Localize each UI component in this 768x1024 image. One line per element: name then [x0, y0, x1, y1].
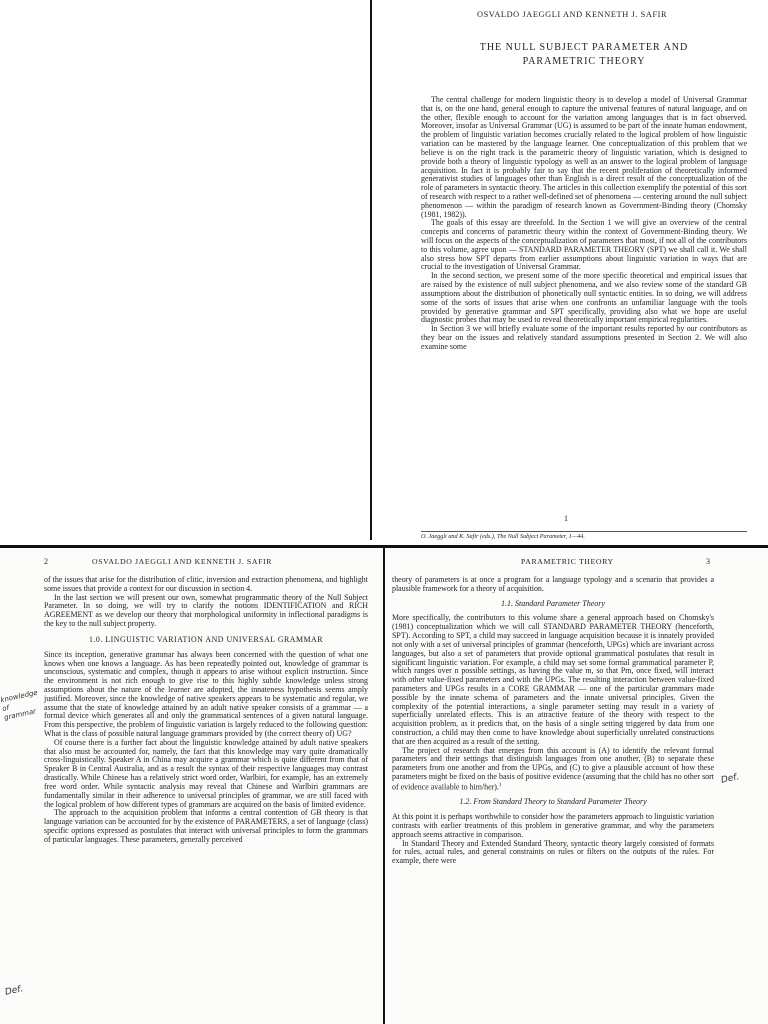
paragraph: The goals of this essay are threefold. In the Section 1 we will give an overview of the central concepts and concerns of parametric theory within the context of Government-Binding theory. We will focus on the aspects of the conceptualization of parameters that most, if not all of the contributors to this volume, agree upon — STANDARD PARAMETER THEORY (SPT) we shall call it. We shall also stress how SPT departs from earlier assumptions about linguistic variation in ways that are crucial to the investigation of Universal Grammar. — [421, 218, 747, 272]
article-title — [420, 41, 748, 69]
binding-gutter — [383, 548, 385, 1024]
handwritten-margin-note: Def. — [4, 984, 25, 998]
paragraph: Of course there is a further fact about the linguistic knowledge attained by adult native speakers that also must be accounted for, namely, the fact that this knowledge may vary quite dramatically cross-linguistically. Speaker A in China may acquire a grammar which is quite different from that of Speaker B in Central Australia, and as a result the syntax of their respective languages may contrast drastically. While Chinese has a relatively strict word order, Warlbiri, for example, has an extremely free word order. While syntactic analysis may reveal that Chinese and Warlbiri grammars are fundamentally similar in their adherence to universal principles of grammar, we are still faced with the logical problem of how different types of grammars are acquired on the basis of limited evidence. — [44, 737, 368, 809]
page-1-body — [421, 96, 747, 352]
page-3 — [386, 548, 768, 1024]
paragraph: The approach to the acquisition problem that informs a central contention of GB theory is that language variation can be accounted for by the existence of PARAMETERS, a set of language (class) specific options expressed as postulates that interact with universal principles to form the grammars of particular languages. These parameters, generally perceived — [44, 808, 368, 844]
paragraph: Since its inception, generative grammar has always been concerned with the question of what one knows when one knows a language. As has been repeatedly pointed out, knowledge of grammar is unconscious, systematic and complex, though it appears to arise without explicit instruction. Since the environment is not rich enough to give rise to this highly subtle knowledge unless strong assumptions about the nature of the learner are adopted, the innateness hypothesis seems amply justified. Moreover, since the knowledge of native speakers appears to be systematic and regular, we assume that the state of knowledge attained by an adult native speaker consists of a grammar — a formal device which generates all and only the grammatical sentences of a given natural language. From this perspective, the problem of linguistic variation is largely reduced to the following question: What is the class of possible natural language grammars provided by (the correct theory of) UG? — [44, 649, 368, 738]
page-number: 1 — [564, 514, 568, 523]
page-3-body — [392, 576, 714, 866]
footnote: O. Jaeggli and K. Safir (eds.), The Null Subject Parameter, 1—44. — [421, 531, 747, 540]
paragraph — [392, 747, 714, 793]
paragraph-text: The project of research that emerges from this account is (A) to identify the relevant formal parameters and their settings that distinguish languages from one another, (B) to separate these parameters from one another and from the UPGs, and (C) to give a plausible account of how these parameters might be fixed on the basis of positive evidence (assuming that the child has no other sort of evidence available to him/her). — [392, 745, 714, 792]
paragraph: In Standard Theory and Extended Standard Theory, syntactic theory largely consisted of formats for rules, actual rules, and general constraints on rules or filters on the outputs of the rules. For example, there were — [392, 838, 714, 866]
page-2-body — [44, 576, 368, 845]
paragraph: In Section 3 we will briefly evaluate some of the important results reported by our contributors as they bear on the issues and relatively standard assumptions presented in Section 2. We will also examine some — [421, 324, 747, 351]
running-head: OSVALDO JAEGGLI AND KENNETH J. SAFIR — [477, 10, 668, 19]
title-line-2: PARAMETRIC THEORY — [522, 56, 646, 67]
subsection-heading: 1.2. From Standard Theory to Standard Parameter Theory — [459, 797, 647, 807]
handwritten-margin-note: knowledge of grammar — [0, 688, 39, 722]
paragraph: In the second section, we present some of the more specific theoretical and empirical issues that are raised by the existence of null subject phenomena, and we also review some of the standard GB assumptions about the distribution of phonetically null syntactic entities. In so doing, we will address some of the sorts of issues that arise when one confronts an unfamiliar language with the tools provided by generative grammar and SPT specifically, providing also what we hope are useful diagnostic probes that may be used to reveal theoretically important empirical regularities. — [421, 271, 747, 325]
page-number: 3 — [706, 557, 710, 566]
paragraph: of the issues that arise for the distribution of clitic, inversion and extraction phenomena, and highlight some issues that provide a context for our discussion in section 4. — [44, 575, 368, 593]
paragraph: The central challenge for modern linguistic theory is to develop a model of Universal Grammar that is, on the one hand, general enough to capture the universal features of natural language, and on the other, flexible enough to account for the variation among languages that is in fact observed. Moreover, insofar as Universal Grammar (UG) is assumed to be part of the innate human endowment, the problem of linguistic variation becomes crucially related to the logical problem of how linguistic variation can be mastered by the language learner. One conceptualization of this problem that we believe is on the right track is the parametric theory of linguistic variation, which is designed to provide both a theory of linguistic typology as well as an answer to the logical problem of language acquisition. In fact it is probably fair to say that the recent proliferation of theoretically informed generativist studies of languages other than English is a direct result of the conceptualization of the role of parameters in syntactic theory. The articles in this collection exemplify the potential of this sort of research with respect to a rather well-defined set of phenomena — centering around the null subject phenomenon — within the paradigm of research known as Government-Binding theory (Chomsky (1981, 1982)). — [421, 95, 747, 219]
running-head: OSVALDO JAEGGLI AND KENNETH J. SAFIR — [92, 557, 272, 566]
paragraph: theory of parameters is at once a program for a language typology and a scenario that provides a plausible framework for a theory of acquisition. — [392, 575, 714, 593]
running-head: PARAMETRIC THEORY — [521, 557, 614, 566]
paragraph: In the last section we will present our own, somewhat programmatic theory of the Null Subject Parameter. In so doing, we will try to clarify the notions IDENTIFICATION and RICH AGREEMENT as we develop our theory that morphological uniformity in inflectional paradigms is the key to the null subject property. — [44, 592, 368, 629]
paragraph: More specifically, the contributors to this volume share a general approach based on Chomsky's (1981) conceptualization which we will call STANDARD PARAMETER THEORY (henceforth, SPT). According to SPT, a child may succeed in language acquisition because it is innately provided not only with a set of universal principles of grammar (henceforth, UPGs) which are invariant across languages, but also a set of parameters that provide optional grammatical postulates that result in significant linguistic variation. For example, a child may set some formal grammatical parameter P, which ranges over n possible settings, as having the value m, so that Pm, once fixed, will interact with other value-fixed parameters and with the UPGs. The resulting interaction between value-fixed parameters and UPGs results in a CORE GRAMMAR — one of the particular grammars made possible by the innate schema of parameters and the innate universal principles. Given the complexity of the potential interactions, a single parameter setting may result in a variety of superficially unrelated effects. This is an attractive feature of the theory with respect to the acquisition problem, as it predicts that, on the basis of a single setting triggered by data from one construction, a child may then come to have knowledge about superficially unrelated constructions that are then acquired as a result of the setting. — [392, 613, 714, 746]
binding-gutter — [370, 0, 372, 540]
title-line-1: THE NULL SUBJECT PARAMETER AND — [479, 42, 689, 53]
handwritten-margin-note: Def. — [720, 772, 741, 786]
paragraph: At this point it is perhaps worthwhile to consider how the parameters approach to linguistic variation contrasts with earlier treatments of this problem in generative grammar, and why the parameters approach seems attractive in comparison. — [392, 812, 714, 839]
footnote-marker: 1 — [498, 782, 502, 788]
page-number: 2 — [44, 557, 48, 566]
section-heading: 1.0. LINGUISTIC VARIATION AND UNIVERSAL GRAMMAR — [89, 634, 323, 644]
subsection-heading: 1.1. Standard Parameter Theory — [501, 598, 605, 608]
page-2 — [0, 548, 384, 1024]
